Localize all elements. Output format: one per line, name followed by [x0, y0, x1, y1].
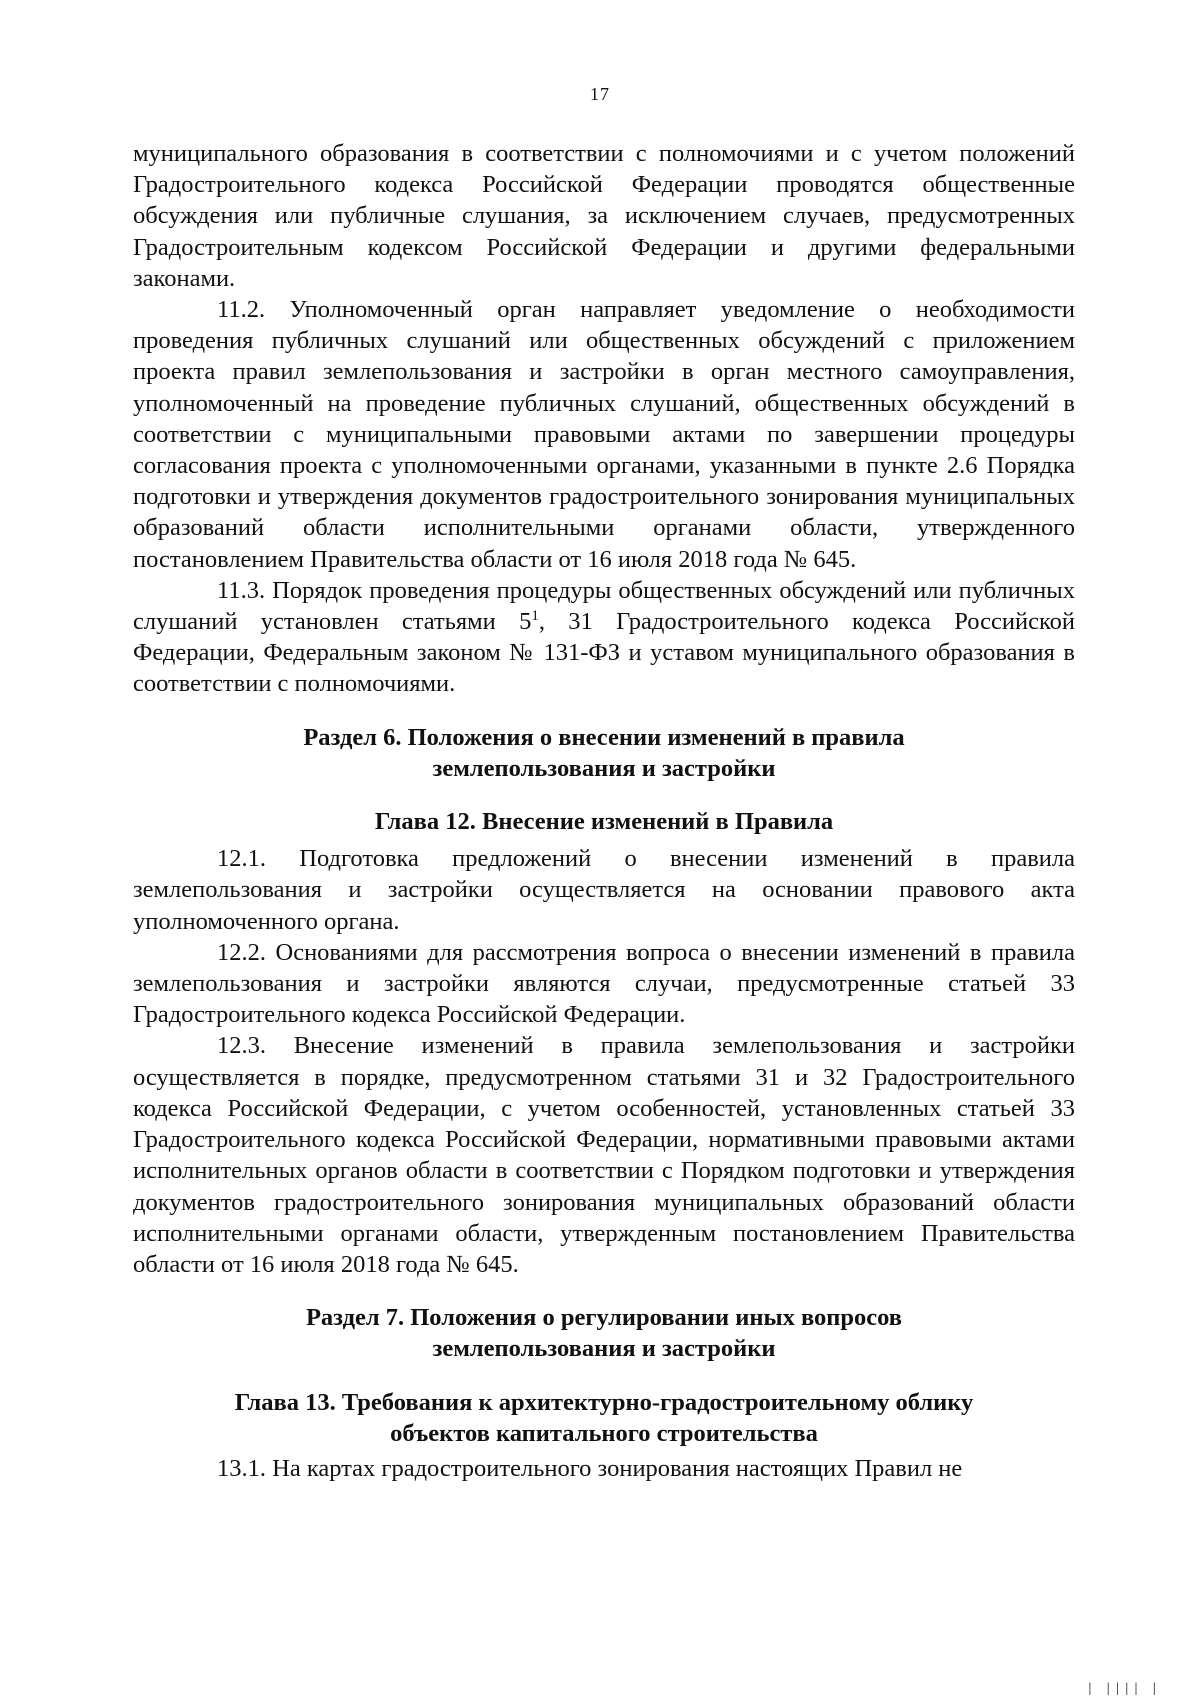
paragraph-11-3 [133, 575, 1075, 700]
chapter-12-heading: Глава 12. Внесение изменений в Правила [374, 808, 834, 836]
paragraph-12-1: 12.1. Подготовка предложений о внесении изменений в правила землепользования и застройки осуществляется на основании правового акта уполномоченного органа. [133, 845, 1075, 935]
chapter-13-heading-line-2: объектов капитального строительства [390, 1419, 818, 1447]
paragraph-11-2: 11.2. Уполномоченный орган направляет уведомление о необходимости проведения публичных слушаний или общественных обсуждений с приложением проекта правил землепользования и застройки в орган местного самоуправления, уполномоченный на проведение публичных слушаний, общественных обсуждений в соответствии с муниципальными правовыми актами по завершении процедуры согласования проекта с уполномоченными органами, указанными в пункте 2.6 Порядка подготовки и утверждения документов градостроительного зонирования муниципальных образований области исполнительными органами области, утвержденного постановлением Правительства области от 16 июля 2018 года № 645. [133, 296, 1075, 573]
page-number: 17 [590, 84, 610, 104]
paragraph-11-3-text-b: , 31 Градостроительного кодекса Российской Федерации, Федеральным законом № 131-ФЗ и уставом муниципального образования в соответствии с полномочиями. [133, 608, 1075, 698]
document-body [133, 138, 1075, 1484]
chapter-13-heading [133, 1387, 1075, 1449]
section-6-heading-line-2: землепользования и застройки [432, 754, 776, 782]
section-7-heading-line-1: Раздел 7. Положения о регулировании иных вопросов [305, 1304, 903, 1332]
section-7-heading [133, 1302, 1075, 1364]
paragraph-13-1: 13.1. На картах градостроительного зонирования настоящих Правил не [217, 1454, 963, 1482]
paragraph-12-2: 12.2. Основаниями для рассмотрения вопроса о внесении изменений в правила землепользования и застройки являются случаи, предусмотренные статьей 33 Градостроительного кодекса Российской Федерации. [133, 938, 1075, 1029]
section-6-heading [133, 722, 1075, 784]
paragraph-12-3: 12.3. Внесение изменений в правила землепользования и застройки осуществляется в порядке, предусмотренном статьями 31 и 32 Градостроительного кодекса Российской Федерации, с учетом особенностей, установленных статьей 33 Градостроительного кодекса Российской Федерации, нормативными правовыми актами исполнительных органов области в соответствии с Порядком подготовки и утверждения документов градостроительного зонирования муниципальных образований области исполнительными органами области, утвержденным постановлением Правительства области от 16 июля 2018 года № 645. [133, 1032, 1075, 1278]
superscript-footnote: 1 [531, 607, 539, 624]
scan-mark: | |||| | [1086, 1681, 1160, 1695]
section-7-heading-line-2: землепользования и застройки [432, 1335, 776, 1363]
section-6-heading-line-1: Раздел 6. Положения о внесении изменений в правила [303, 723, 905, 751]
paragraph-11-3-text-a: 11.3. Порядок проведения процедуры общественных обсуждений или публичных слушаний установлен статьями 5 [133, 576, 1075, 636]
chapter-13-heading-line-1: Глава 13. Требования к архитектурно-градостроительному облику [234, 1388, 974, 1416]
paragraph-continuation: муниципального образования в соответствии с полномочиями и с учетом положений Градостроительного кодекса Российской Федерации проводятся общественные обсуждения или публичные слушания, за исключением случаев, предусмотренных Градостроительным кодексом Российской Федерации и другими федеральными законами. [133, 140, 1075, 292]
